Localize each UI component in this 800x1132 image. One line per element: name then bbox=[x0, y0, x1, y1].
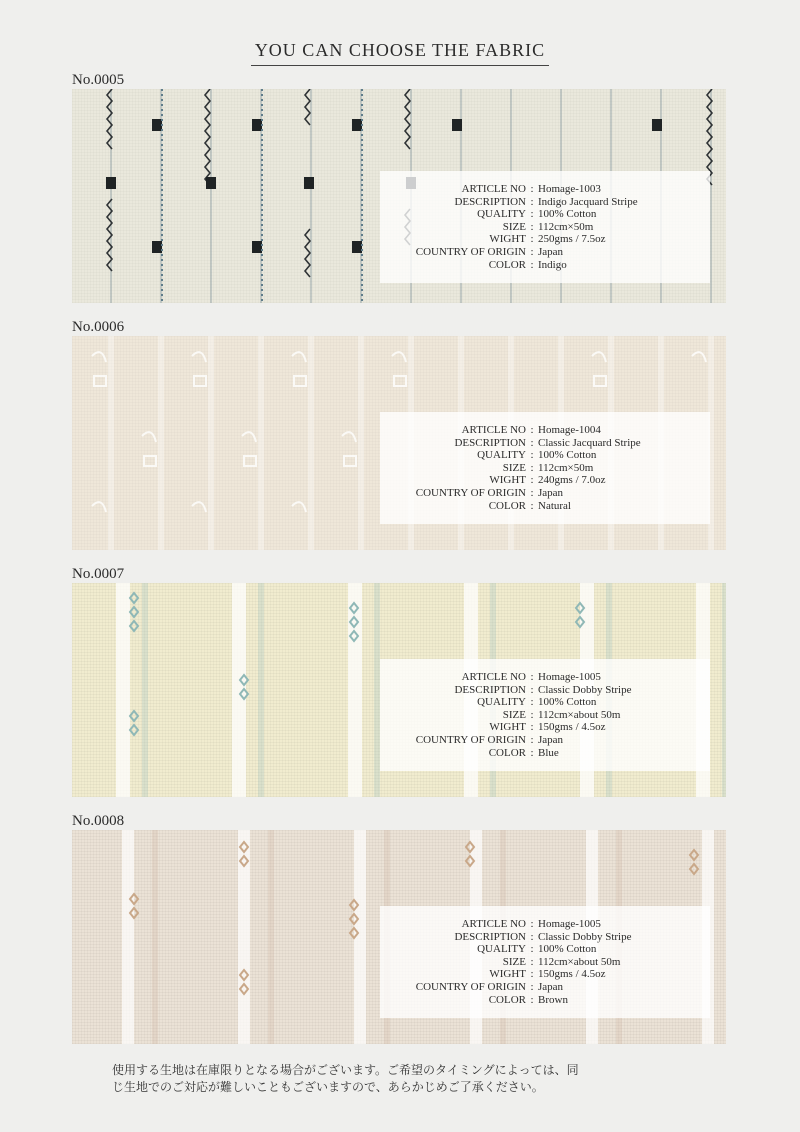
fabric-number-0006: No.0006 bbox=[72, 319, 125, 335]
spec-row-article: ARTICLE NO : Homage-1003 bbox=[380, 183, 710, 196]
spec-row-origin: COUNTRY OF ORIGIN : Japan bbox=[380, 734, 710, 747]
spec-origin-value: Japan bbox=[538, 245, 564, 258]
spec-color-value: Indigo bbox=[538, 258, 567, 271]
spec-color-value: Blue bbox=[538, 746, 559, 759]
spec-row-description: DESCRIPTION : Classic Jacquard Stripe bbox=[380, 437, 710, 450]
spec-row-color: COLOR : Indigo bbox=[380, 259, 710, 272]
fabric-spec-card-0008 bbox=[380, 906, 710, 1018]
spec-row-quality: QUALITY : 100% Cotton bbox=[380, 943, 710, 956]
spec-row-article: ARTICLE NO : Homage-1004 bbox=[380, 424, 710, 437]
spec-article-value: Homage-1003 bbox=[538, 183, 601, 195]
fabric-number-0007: No.0007 bbox=[72, 566, 125, 582]
fabric-swatch-0008 bbox=[72, 830, 726, 1044]
stock-notice-line-2: じ生地でのご対応が難しいこともございますので、あらかじめご了承ください。 bbox=[112, 1080, 544, 1094]
spec-weight-value: 250gms / 7.5oz bbox=[538, 233, 606, 246]
spec-weight-value: 240gms / 7.0oz bbox=[538, 474, 606, 487]
spec-row-color: COLOR : Brown bbox=[380, 994, 710, 1007]
fabric-swatch-0005 bbox=[72, 89, 726, 303]
spec-row-quality: QUALITY : 100% Cotton bbox=[380, 449, 710, 462]
spec-row-weight: WIGHT : 250gms / 7.5oz bbox=[380, 233, 710, 246]
fabric-number-0008: No.0008 bbox=[72, 813, 125, 829]
spec-row-quality: QUALITY : 100% Cotton bbox=[380, 208, 710, 221]
spec-quality-value: 100% Cotton bbox=[538, 208, 597, 221]
spec-row-article: ARTICLE NO : Homage-1005 bbox=[380, 918, 710, 931]
page-title: YOU CAN CHOOSE THE FABRIC bbox=[251, 40, 549, 66]
spec-row-weight: WIGHT : 150gms / 4.5oz bbox=[380, 721, 710, 734]
spec-description-value: Classic Jacquard Stripe bbox=[538, 436, 641, 449]
spec-row-origin: COUNTRY OF ORIGIN : Japan bbox=[380, 981, 710, 994]
fabric-swatch-0007 bbox=[72, 583, 726, 797]
fabric-spec-card-0007 bbox=[380, 659, 710, 771]
spec-row-size: SIZE : 112cm×50m bbox=[380, 221, 710, 234]
spec-row-size: SIZE : 112cm×about 50m bbox=[380, 956, 710, 969]
fabric-number-0005: No.0005 bbox=[72, 72, 125, 88]
spec-row-origin: COUNTRY OF ORIGIN : Japan bbox=[380, 487, 710, 500]
spec-row-color: COLOR : Blue bbox=[380, 747, 710, 760]
spec-description-value: Indigo Jacquard Stripe bbox=[538, 195, 638, 208]
spec-quality-value: 100% Cotton bbox=[538, 696, 597, 709]
spec-size-value: 112cm×50m bbox=[538, 461, 594, 474]
spec-article-value: Homage-1005 bbox=[538, 918, 601, 930]
spec-origin-value: Japan bbox=[538, 733, 564, 746]
spec-size-value: 112cm×50m bbox=[538, 220, 594, 233]
spec-weight-value: 150gms / 4.5oz bbox=[538, 721, 606, 734]
spec-row-description: DESCRIPTION : Indigo Jacquard Stripe bbox=[380, 196, 710, 209]
spec-description-value: Classic Dobby Stripe bbox=[538, 683, 632, 696]
spec-row-weight: WIGHT : 150gms / 4.5oz bbox=[380, 968, 710, 981]
spec-row-size: SIZE : 112cm×about 50m bbox=[380, 709, 710, 722]
spec-size-value: 112cm×about 50m bbox=[538, 708, 621, 721]
spec-row-quality: QUALITY : 100% Cotton bbox=[380, 696, 710, 709]
spec-quality-value: 100% Cotton bbox=[538, 943, 597, 956]
stock-notice bbox=[112, 1062, 712, 1096]
fabric-swatch-0006 bbox=[72, 336, 726, 550]
spec-origin-value: Japan bbox=[538, 486, 564, 499]
spec-row-color: COLOR : Natural bbox=[380, 500, 710, 513]
page-title-wrap bbox=[0, 40, 800, 66]
spec-color-value: Brown bbox=[538, 993, 568, 1006]
spec-row-origin: COUNTRY OF ORIGIN : Japan bbox=[380, 246, 710, 259]
spec-size-value: 112cm×about 50m bbox=[538, 955, 621, 968]
spec-weight-value: 150gms / 4.5oz bbox=[538, 968, 606, 981]
spec-description-value: Classic Dobby Stripe bbox=[538, 930, 632, 943]
spec-quality-value: 100% Cotton bbox=[538, 449, 597, 462]
spec-row-description: DESCRIPTION : Classic Dobby Stripe bbox=[380, 684, 710, 697]
spec-row-size: SIZE : 112cm×50m bbox=[380, 462, 710, 475]
spec-row-description: DESCRIPTION : Classic Dobby Stripe bbox=[380, 931, 710, 944]
spec-origin-value: Japan bbox=[538, 980, 564, 993]
spec-article-value: Homage-1004 bbox=[538, 424, 601, 436]
fabric-spec-card-0005 bbox=[380, 171, 710, 283]
fabric-spec-card-0006 bbox=[380, 412, 710, 524]
stock-notice-line-1: 使用する生地は在庫限りとなる場合がございます。ご希望のタイミングによっては、同 bbox=[112, 1063, 579, 1077]
spec-row-weight: WIGHT : 240gms / 7.0oz bbox=[380, 474, 710, 487]
spec-color-value: Natural bbox=[538, 499, 571, 512]
spec-article-value: Homage-1005 bbox=[538, 671, 601, 683]
spec-row-article: ARTICLE NO : Homage-1005 bbox=[380, 671, 710, 684]
